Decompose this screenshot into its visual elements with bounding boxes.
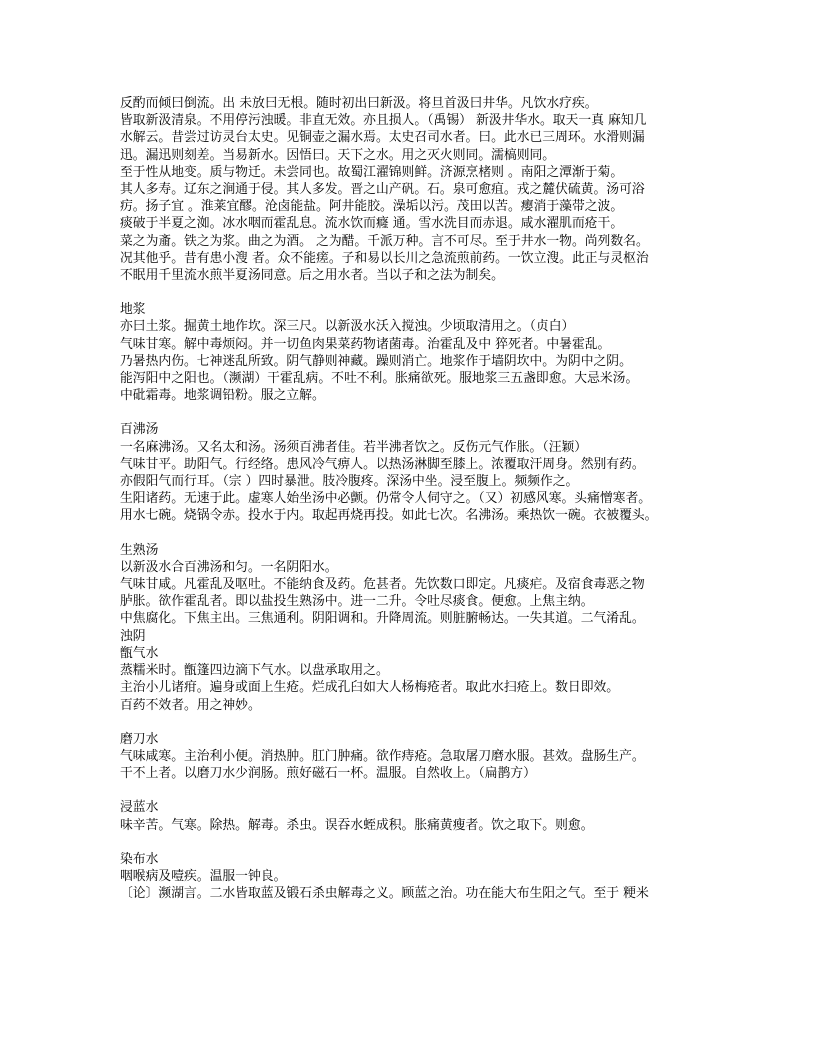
text-line: 主治小儿诸疳。遍身或面上生疮。烂成孔臼如大人杨梅疮者。取此水扫疮上。数日即效。 [120, 680, 620, 696]
section-heading: 染布水 [120, 851, 159, 867]
text-line: 能泻阳中之阳也。（濒湖）干霍乱病。不吐不利。胀痛欲死。服地浆三五盏即愈。大忌米汤。 [120, 371, 639, 387]
section-heading: 甑气水 [120, 645, 159, 661]
text-line: 中砒霜毒。地浆调铅粉。服之立解。 [120, 388, 325, 404]
section-heading: 磨刀水 [120, 731, 159, 747]
section-spacer [120, 834, 700, 851]
section-heading: 地浆 [120, 302, 146, 318]
text-line: 咽喉病及噎疾。温服一钟良。 [120, 868, 287, 884]
section-heading: 百沸汤 [120, 422, 159, 438]
text-line: 其人多寿。辽东之涧通于侵。其人多发。晋之山产矾。石。泉可愈疽。戎之麓伏硫黄。汤可浴 [120, 182, 645, 198]
text-line: 〔论〕濒湖言。二水皆取蓝及锻石杀虫解毒之义。顾蓝之治。功在能大布生阳之气。至于 粳米 [120, 886, 649, 902]
document-page [120, 95, 700, 902]
text-line: 反酌而倾曰倒流。出 未放曰无根。随时初出曰新汲。将旦首汲曰井华。凡饮水疗疾。 [120, 96, 598, 111]
section-sheng-shu-tang [120, 542, 700, 645]
section-spacer [120, 714, 700, 731]
section-bai-fei-tang [120, 421, 700, 524]
intro-paragraph [120, 95, 700, 284]
section-heading: 浸蓝水 [120, 800, 159, 816]
section-mo-dao-shui [120, 731, 700, 783]
text-line: 味辛苦。气寒。除热。解毒。杀虫。误吞水蛭成积。胀痛黄瘦者。饮之取下。则愈。 [120, 817, 594, 833]
text-line: 不眠用千里流水煎半夏汤同意。后之用水者。当以子和之法为制矣。 [120, 268, 504, 284]
text-line: 菜之为齑。铁之为浆。曲之为酒。 之为醋。千派万种。言不可尽。至于井水一物。尚列数名。 [120, 233, 649, 249]
text-line: 胪胀。欲作霍乱者。即以盐投生熟汤中。进一二升。令吐尽痰食。便愈。上焦主纳。 [120, 594, 594, 610]
text-line: 皆取新汲清泉。不用停污浊暖。非直无效。亦且损人。（禹锡） 新汲井华水。取天一真 麻知几 [120, 113, 647, 129]
section-heading: 生熟汤 [120, 542, 159, 558]
text-line: 干不上者。以磨刀水少润肠。煎好磁石一杯。温服。自然收上。（扁鹊方） [120, 766, 536, 782]
text-line: 一名麻沸汤。又名太和汤。汤须百沸者佳。若半沸者饮之。反伤元气作胀。（汪颖） [120, 439, 588, 455]
text-line: 气味甘平。助阳气。行经络。患风冷气痹人。以热汤淋脚至膝上。浓覆取汗周身。然别有药。 [120, 456, 645, 472]
text-line: 水解云。昔尝过访灵台太史。见铜壶之漏水焉。太史召司水者。曰。此水已三周环。水滑则漏 [120, 130, 645, 146]
text-line: 迅。漏迅则刻差。当易新水。因悟曰。天下之水。用之灭火则同。濡槁则同。 [120, 147, 556, 163]
section-spacer [120, 284, 700, 301]
text-line: 况其他乎。昔有患小溲 者。众不能瘥。子和易以长川之急流煎前药。一饮立溲。此正与灵枢治 [120, 250, 649, 266]
text-line: 痰破于半夏之洳。冰水咽而霍乱息。流水饮而癃 通。雪水洗目而赤退。咸水濯肌而疮干。 [120, 216, 624, 232]
text-line: 用水七碗。烧锅令赤。投水于内。取起再烧再投。如此七次。名沸汤。乘热饮一碗。衣被覆头。 [120, 508, 658, 524]
text-line: 气味甘咸。凡霍乱及呕吐。不能纳食及药。危甚者。先饮数口即定。凡痰疟。及宿食毒恶之物 [120, 577, 645, 593]
text-line: 亦假阳气而行耳。（宗 ）四时暴泄。肢冷腹疼。深汤中坐。浸至腹上。频频作之。 [120, 474, 579, 490]
text-line: 生阳诸药。无速于此。虚寒人始坐汤中必颤。仍常令人伺守之。（又）初感风寒。头痛憎寒者。 [120, 491, 652, 507]
text-line: 至于性从地变。质与物迁。未尝同也。故蜀江濯锦则鲜。济源烹楮则 。南阳之潭渐于菊。 [120, 164, 624, 180]
text-line: 气味咸寒。主治利小便。消热肿。肛门肿痛。欲作痔疮。急取屠刀磨水服。甚效。盘肠生产。 [120, 748, 645, 764]
text-line: 中焦腐化。下焦主出。三焦通利。阴阳调和。升降周流。则脏腑畅达。一失其道。二气淆乱。 [120, 611, 645, 627]
section-zeng-qi-shui [120, 645, 700, 714]
section-di-jiang [120, 301, 700, 404]
text-line: 亦曰土浆。掘黄土地作坎。深三尺。以新汲水沃入搅浊。少顷取清用之。（贞白） [120, 319, 575, 335]
text-line: 浊阴 [120, 628, 146, 644]
section-spacer [120, 525, 700, 542]
text-line: 百药不效者。用之神妙。 [120, 697, 261, 713]
section-jin-lan-shui [120, 799, 700, 833]
section-spacer [120, 782, 700, 799]
text-line: 蒸糯米时。甑篷四边滴下气水。以盘承取用之。 [120, 663, 389, 679]
text-line: 气味甘寒。解中毒烦闷。并一切鱼肉果菜药物诸菌毒。治霍乱及中 猝死者。中暑霍乱。 [120, 336, 611, 352]
text-line: 以新汲水合百沸汤和匀。一名阴阳水。 [120, 559, 338, 575]
text-line: 疠。扬子宜 。淮莱宜醪。沧卤能盐。阿井能胶。澡垢以污。茂田以苦。瘿消于藻带之波。 [120, 199, 624, 215]
text-line: 乃暑热内伤。七神迷乱所致。阴气静则神藏。躁则消亡。地浆作于墙阴坎中。为阴中之阴。 [120, 353, 632, 369]
section-ran-bu-shui [120, 851, 700, 903]
section-spacer [120, 404, 700, 421]
